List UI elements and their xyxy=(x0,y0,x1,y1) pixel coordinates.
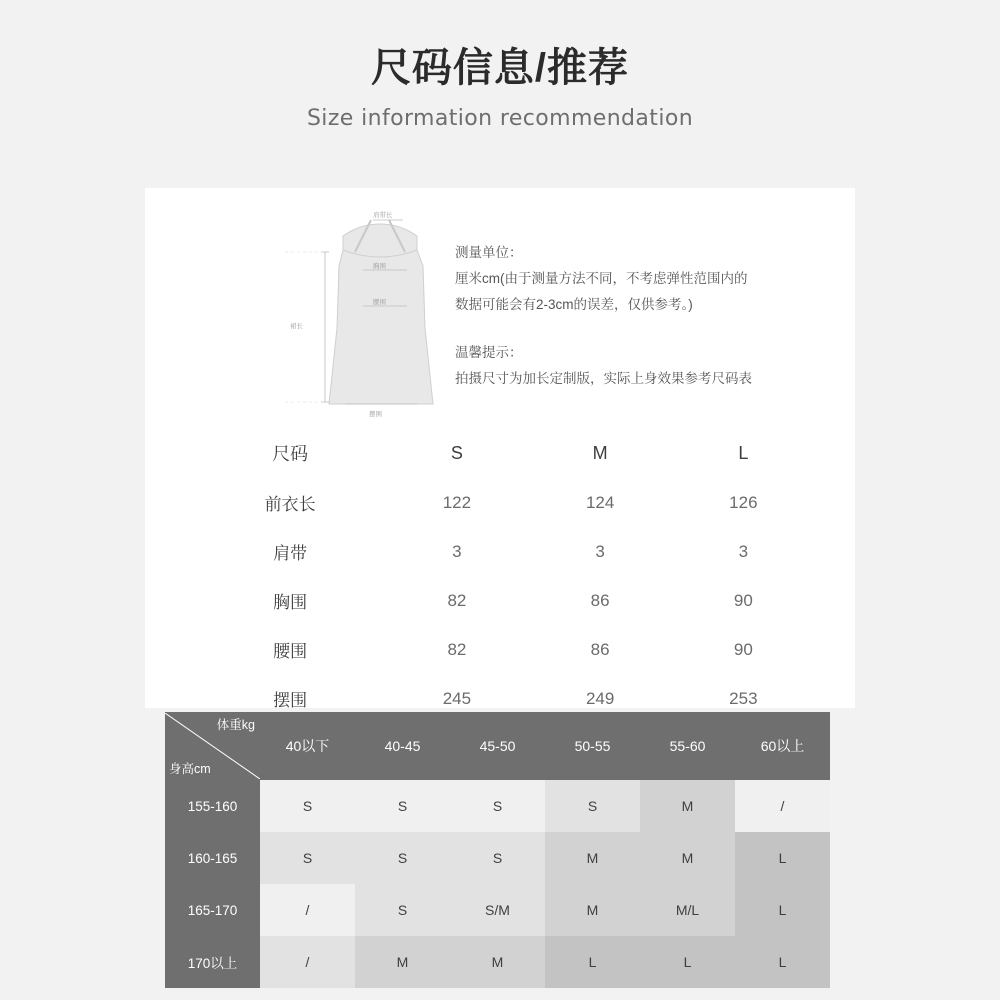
matrix-cell: L xyxy=(545,936,640,988)
row-value-m: 86 xyxy=(590,590,610,610)
page-title: 尺码信息/推荐 xyxy=(370,46,630,90)
table-row xyxy=(195,527,815,576)
matrix-row xyxy=(165,832,830,884)
label-waist: 腰围 xyxy=(373,298,386,306)
weight-col-1: 40以下 xyxy=(260,712,355,780)
row-label: 前衣长 xyxy=(264,495,316,514)
matrix-row xyxy=(165,884,830,936)
height-label: 160-165 xyxy=(165,832,260,884)
matrix-cell: S xyxy=(355,780,450,832)
tip-note xyxy=(455,340,815,392)
header-cell-l: L xyxy=(738,442,749,463)
matrix-cell: / xyxy=(260,884,355,936)
garment-diagram xyxy=(285,208,475,423)
label-length: 裙长 xyxy=(290,322,303,330)
table-row xyxy=(195,478,815,527)
weight-col-2: 40-45 xyxy=(355,712,450,780)
row-value-m: 86 xyxy=(590,639,610,659)
height-label: 170以上 xyxy=(165,936,260,988)
tip-note-line1: 拍摄尺寸为加长定制版，实际上身效果参考尺码表 xyxy=(455,371,752,386)
unit-note-title: 测量单位： xyxy=(455,245,523,260)
row-value-l: 90 xyxy=(733,639,753,659)
matrix-row xyxy=(165,780,830,832)
row-label: 肩带 xyxy=(273,544,308,563)
table-header-row xyxy=(195,428,815,478)
header-cell-size: 尺码 xyxy=(272,444,309,464)
matrix-cell: S xyxy=(260,832,355,884)
matrix-cell: M xyxy=(545,832,640,884)
matrix-cell: S xyxy=(260,780,355,832)
row-value-s: 82 xyxy=(447,590,467,610)
row-value-l: 126 xyxy=(729,492,758,512)
row-value-l: 90 xyxy=(733,590,753,610)
matrix-cell: L xyxy=(735,936,830,988)
header-cell-m: M xyxy=(592,442,608,463)
matrix-cell: S xyxy=(450,832,545,884)
tip-note-title: 温馨提示： xyxy=(455,345,523,360)
page-subtitle: Size information recommendation xyxy=(306,106,694,131)
corner-height-label: 身高cm xyxy=(169,762,211,776)
label-bust: 胸围 xyxy=(373,262,386,270)
matrix-cell: / xyxy=(735,780,830,832)
matrix-cell: M xyxy=(450,936,545,988)
matrix-cell: M xyxy=(355,936,450,988)
row-value-l: 3 xyxy=(738,541,749,561)
row-value-s: 3 xyxy=(452,541,462,561)
label-hem: 摆围 xyxy=(369,410,382,418)
matrix-cell: M xyxy=(545,884,640,936)
unit-note-line1: 厘米cm(由于测量方法不同，不考虑弹性范围内的 xyxy=(455,271,748,286)
size-measurement-table xyxy=(195,428,815,723)
height-label: 165-170 xyxy=(165,884,260,936)
matrix-cell: L xyxy=(735,832,830,884)
size-recommendation-matrix xyxy=(165,712,830,988)
matrix-cell: L xyxy=(735,884,830,936)
matrix-cell: S/M xyxy=(450,884,545,936)
weight-col-6: 60以上 xyxy=(735,712,830,780)
weight-col-4: 50-55 xyxy=(545,712,640,780)
matrix-cell: S xyxy=(450,780,545,832)
row-value-s: 122 xyxy=(442,492,472,512)
matrix-cell: S xyxy=(355,884,450,936)
table-row xyxy=(195,625,815,674)
row-label: 摆围 xyxy=(273,691,308,710)
matrix-cell: M xyxy=(640,780,735,832)
table-row xyxy=(195,576,815,625)
label-strap: 肩带长 xyxy=(373,211,393,219)
matrix-cell: L xyxy=(640,936,735,988)
page-header xyxy=(0,0,1000,131)
row-value-m: 249 xyxy=(585,688,615,708)
unit-note xyxy=(455,240,815,318)
row-label: 腰围 xyxy=(273,642,308,661)
matrix-corner-cell xyxy=(165,712,260,780)
row-value-m: 3 xyxy=(595,541,605,561)
row-label: 胸围 xyxy=(273,593,308,612)
matrix-cell: M xyxy=(640,832,735,884)
matrix-cell: S xyxy=(355,832,450,884)
unit-note-line2: 数据可能会有2-3cm的误差，仅供参考。) xyxy=(455,297,693,312)
header-cell-s: S xyxy=(450,442,463,463)
matrix-cell: M/L xyxy=(640,884,735,936)
dress-diagram-icon xyxy=(285,208,475,423)
row-value-m: 124 xyxy=(585,492,615,512)
corner-weight-label: 体重kg xyxy=(216,718,255,732)
matrix-row xyxy=(165,936,830,988)
matrix-header-row xyxy=(165,712,830,780)
row-value-s: 245 xyxy=(442,688,472,708)
matrix-cell: / xyxy=(260,936,355,988)
height-label: 155-160 xyxy=(165,780,260,832)
matrix-cell: S xyxy=(545,780,640,832)
row-value-l: 253 xyxy=(729,688,758,708)
weight-col-3: 45-50 xyxy=(450,712,545,780)
row-value-s: 82 xyxy=(447,639,467,659)
measurement-notes xyxy=(455,240,815,392)
weight-col-5: 55-60 xyxy=(640,712,735,780)
size-card xyxy=(145,188,855,708)
